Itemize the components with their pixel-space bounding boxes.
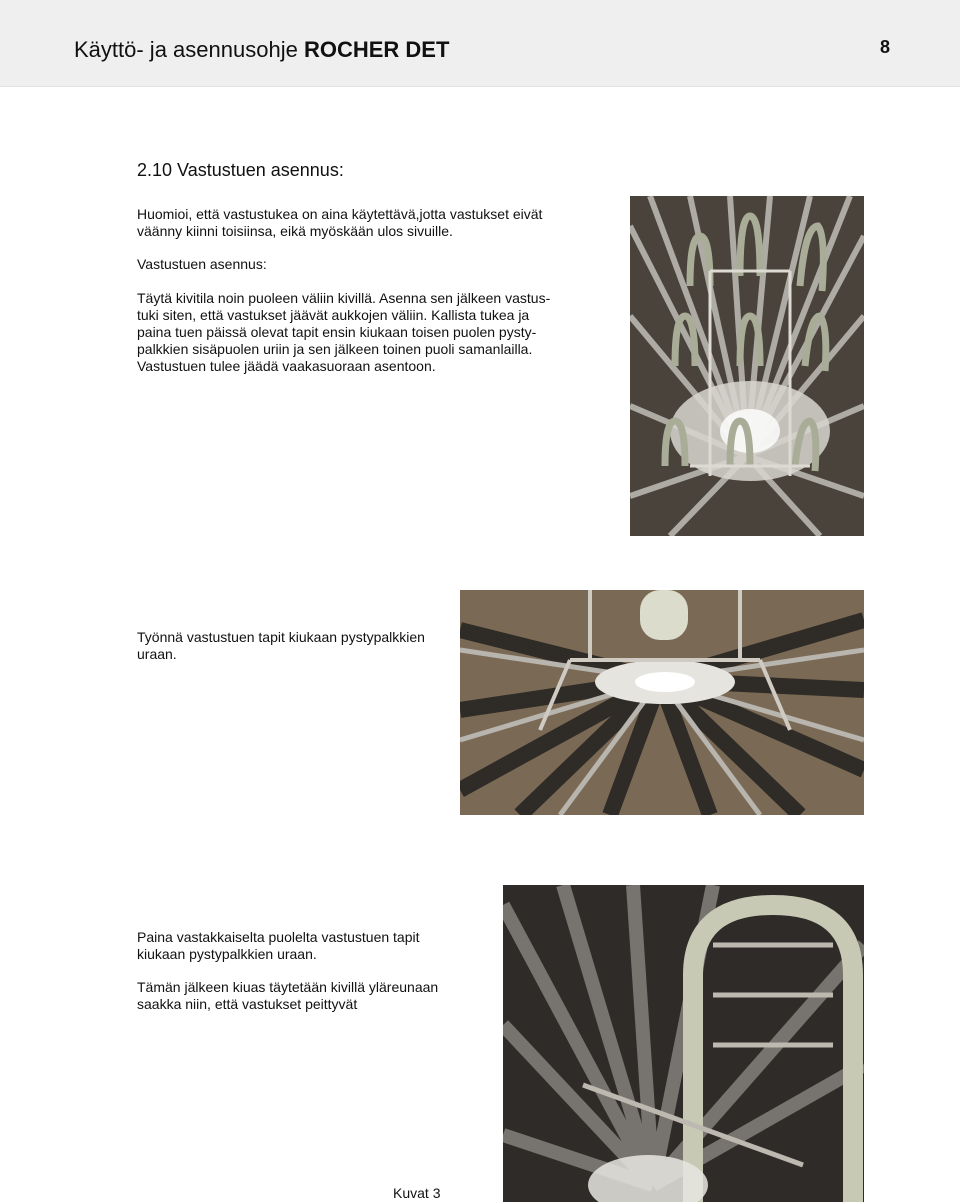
subheading: Vastustuen asennus: [137, 256, 267, 272]
document-title [74, 37, 449, 63]
support-pins-in-groove-photo [460, 590, 864, 815]
steps-line: palkkien sisäpuolen uriin ja sen jälkeen toinen puoli samanlailla. [137, 341, 533, 357]
document-title-prefix: Käyttö- ja asennusohje [74, 37, 304, 62]
product-name: ROCHER DET [303, 37, 450, 62]
press-line: kiukaan pystypalkkien uraan. [137, 946, 317, 962]
heater-element-support-top-photo [630, 196, 864, 536]
steps-line: paina tuen päissä olevat tapit ensin kiukaan toisen puolen pysty- [137, 324, 537, 340]
press-pins-text [137, 929, 420, 963]
press-line: Paina vastakkaiselta puolelta vastustuen tapit [137, 929, 420, 945]
installation-steps [137, 290, 550, 375]
note-line: Huomioi, että vastustukea on aina käytettävä,jotta vastukset eivät [137, 206, 543, 222]
push-pins-text [137, 629, 425, 663]
steps-line: Vastustuen tulee jäädä vaakasuoraan asentoon. [137, 358, 436, 374]
final-line: Tämän jälkeen kiuas täytetään kivillä yläreunaan [137, 979, 439, 995]
figure-caption: Kuvat 3 [393, 1185, 441, 1201]
page-header [0, 0, 960, 87]
section-heading: 2.10 Vastustuen asennus: [137, 160, 344, 180]
steps-line: Täytä kivitila noin puoleen väliin kivillä. Asenna sen jälkeen vastus- [137, 290, 551, 306]
opposite-side-pins-photo [503, 885, 864, 1202]
steps-line: tuki siten, että vastukset jäävät aukkojen väliin. Kallista tukea ja [137, 307, 530, 323]
push-line: uraan. [137, 646, 177, 662]
final-line: saakka niin, että vastukset peittyvät [137, 996, 358, 1012]
note-line: väänny kiinni toisiinsa, eikä myöskään ulos sivuille. [137, 223, 453, 239]
fill-stones-text [137, 979, 438, 1013]
installation-note [137, 206, 542, 240]
page-number: 8 [880, 37, 891, 57]
push-line: Työnnä vastustuen tapit kiukaan pystypalkkien [137, 629, 425, 645]
